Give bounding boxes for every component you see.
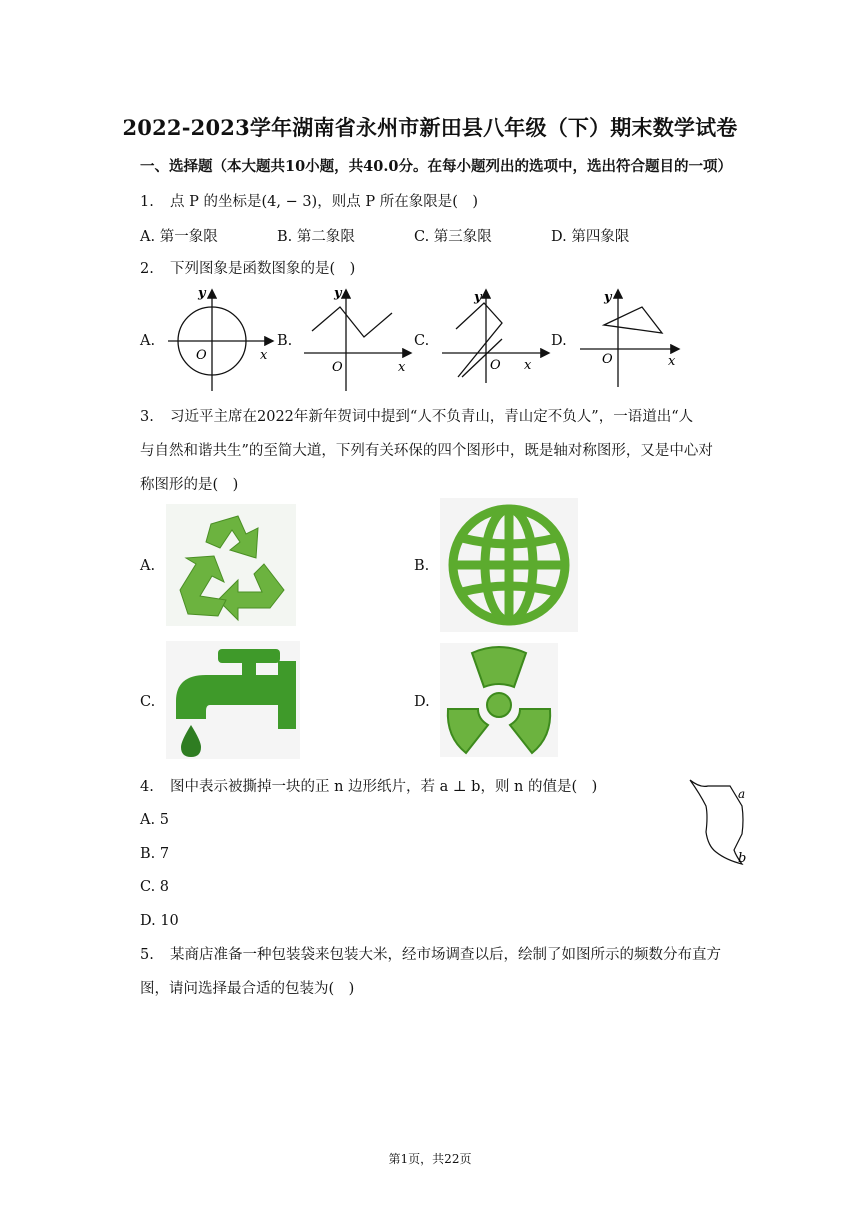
question-text: 点 P 的坐标是(4, − 3)，则点 P 所在象限是( ) xyxy=(170,194,479,210)
option-a: A. 5 xyxy=(140,812,169,828)
question-text-line2: 与自然和谐共生”的至简大道，下列有关环保的四个图形中，既是轴对称图形，又是中心对 xyxy=(140,443,713,459)
question-text-line1: 某商店准备一种包装袋来包装大米，经市场调查以后，绘制了如图所示的频数分布直方 xyxy=(170,947,721,963)
option-b: B. 7 xyxy=(140,846,170,862)
graph-d-triangle xyxy=(574,283,686,395)
origin-label: O xyxy=(196,348,207,363)
graph-c-lines xyxy=(436,283,554,395)
option-c: C. 8 xyxy=(140,879,170,895)
option-b: B. 第二象限 xyxy=(277,229,355,245)
graph-a-circle xyxy=(160,283,280,395)
question-3 xyxy=(140,400,750,502)
svg-text:x: x xyxy=(524,358,532,373)
question-text: 下列图象是函数图象的是( ) xyxy=(170,261,356,277)
option-d: D. 10 xyxy=(140,913,179,929)
question-number: 3. xyxy=(140,409,154,425)
svg-text:x: x xyxy=(668,354,676,369)
option-d: D. 第四象限 xyxy=(551,229,630,245)
svg-text:O: O xyxy=(332,360,343,375)
label-a: a xyxy=(738,787,746,801)
option-a-label: A. xyxy=(140,558,156,574)
option-d-label: D. xyxy=(551,333,567,349)
page-footer: 第1页，共22页 xyxy=(388,1152,472,1166)
option-b-label: B. xyxy=(277,333,293,349)
option-c-label: C. xyxy=(414,333,430,349)
option-c-label: C. xyxy=(140,694,156,710)
question-text-line3: 称图形的是( ) xyxy=(140,477,239,493)
question-5 xyxy=(140,938,750,1006)
option-c: C. 第三象限 xyxy=(414,229,492,245)
globe-icon xyxy=(440,498,578,632)
option-a: A. 第一象限 xyxy=(140,229,218,245)
question-text-line1: 习近平主席在2022年新年贺词中提到“人不负青山，青山定不负人”，一语道出“人 xyxy=(170,409,694,425)
svg-text:y: y xyxy=(604,290,612,305)
svg-text:y: y xyxy=(474,290,482,305)
question-4 xyxy=(140,777,597,797)
torn-polygon-figure xyxy=(686,776,752,868)
recycle-icon xyxy=(166,504,296,626)
radiation-icon xyxy=(440,643,558,757)
question-number: 4. xyxy=(140,779,154,795)
page-title: 2022-2023学年湖南省永州市新田县八年级（下）期末数学试卷 xyxy=(122,115,738,140)
question-2 xyxy=(140,259,355,279)
label-b: b xyxy=(738,851,747,866)
question-text: 图中表示被撕掉一块的正 n 边形纸片，若 a ⊥ b，则 n 的值是( ) xyxy=(170,779,598,795)
option-b-label: B. xyxy=(414,558,430,574)
x-label: x xyxy=(260,348,268,363)
question-number: 2. xyxy=(140,261,154,277)
option-d-label: D. xyxy=(414,694,430,710)
svg-text:O: O xyxy=(602,352,613,367)
question-1 xyxy=(140,192,478,212)
question-number: 5. xyxy=(140,947,154,963)
svg-text:y: y xyxy=(334,286,342,301)
question-text-line2: 图，请问选择最合适的包装为( ) xyxy=(140,981,355,997)
section-heading: 一、选择题（本大题共10小题，共40.0分。在每小题列出的选项中，选出符合题目的一项） xyxy=(140,158,732,175)
svg-text:O: O xyxy=(490,358,501,373)
question-number: 1. xyxy=(140,194,154,210)
graph-b-zigzag xyxy=(298,283,416,395)
svg-text:x: x xyxy=(398,360,406,375)
option-a-label: A. xyxy=(140,333,156,349)
faucet-icon xyxy=(166,641,300,759)
y-label: y xyxy=(198,286,206,301)
